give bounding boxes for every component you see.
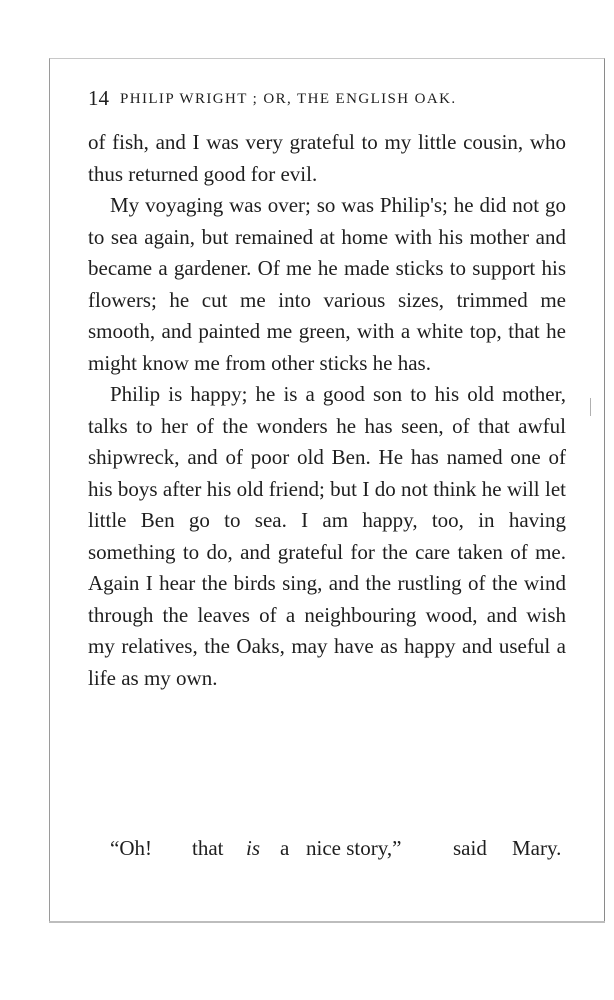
body-text — [88, 127, 566, 694]
paragraph-philip-happy: Philip is happy; he is a good son to his old mother, talks to her of the wonders he has seen, of that awful shipwreck, and of poor old Ben. He has named one of his boys after his old friend; but I do not think he will let little Ben go to sea. I am happy, too, in having something to do, and grateful for the care taken of me. Again I hear the birds sing, and the rustling of the wind through the leaves of a neighbouring wood, and wish my relatives, the Oaks, may have as happy and useful a life as my own. — [88, 382, 566, 690]
paragraph-continuation: of fish, and I was very grateful to my little cousin, who thus returned good for evil. — [88, 130, 566, 186]
closing-quote — [110, 833, 568, 865]
quote-word-oh: “Oh! — [110, 836, 152, 860]
margin-mark — [590, 398, 591, 416]
quote-word-a: a — [280, 836, 290, 860]
running-title: PHILIP WRIGHT ; OR, THE ENGLISH OAK. — [120, 91, 457, 107]
quote-word-said: said — [453, 836, 487, 860]
quote-words-nice-story: nice story,” — [306, 836, 402, 860]
paragraph-voyaging: My voyaging was over; so was Philip's; he did not go to sea again, but remained at home with his mother and became a gardener. Of me he made sticks to support his flowers; he cut me into various sizes, trimmed me smooth, and painted me green, with a white top, that he might know me from other sticks he has. — [88, 193, 566, 375]
quote-word-mary: Mary. — [512, 836, 562, 860]
quote-word-that: that — [192, 836, 224, 860]
page-bottom-edge — [49, 921, 605, 923]
quote-word-is: is — [246, 836, 261, 860]
running-head — [88, 86, 568, 110]
page-number: 14 — [88, 86, 109, 110]
